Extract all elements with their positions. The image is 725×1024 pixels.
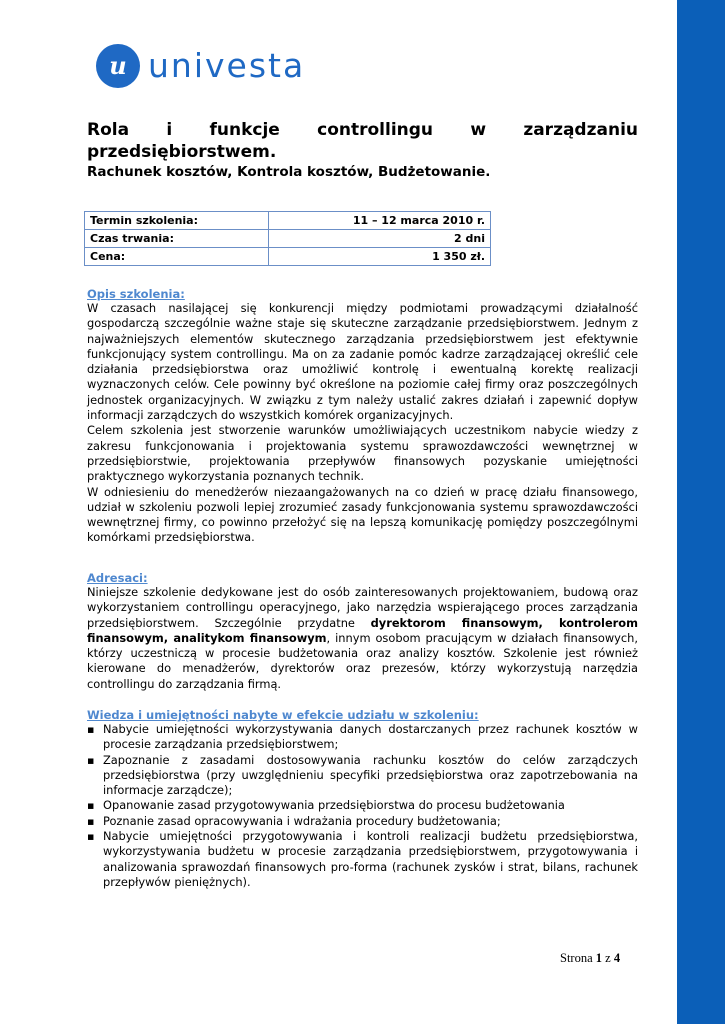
logo-wordmark: univesta [148,46,306,85]
page-number [560,951,620,966]
section-heading-opis: Opis szkolenia: [87,287,185,301]
info-label-czas: Czas trwania: [85,230,269,248]
table-row [85,230,491,248]
paragraph: W czasach nasilającej się konkurencji między podmiotami prowadzącymi działalność gospodarczą szczególnie ważne staje się skuteczne zarządzanie przedsiębiorstwem. Jednym z najważniejszych elementów skutecznego zarządzania przedsiębiorstwem jest efektywnie funkcjonujący system controllingu. Ma on za zadanie pomóc kadrze zarządzającej określić cele działania przedsiębiorstwa oraz umożliwić kontrolę i ewentualną korektę realizacji wyznaczonych celów. Cele powinny być określone na poziomie całej firmy oraz poszczególnych jednostek organizacyjnych. W związku z tym należy ustalić zakres działań i zapewnić dopływ informacji zarządczych do wszystkich komórek organizacyjnych. [87,301,638,423]
document-subtitle: Rachunek kosztów, Kontrola kosztów, Budżetowanie. [87,164,491,180]
document-title-line1: Rola i funkcje controllingu w zarządzaniu [87,120,638,140]
section-heading-wiedza: Wiedza i umiejętności nabyte w efekcie udziału w szkoleniu: [87,708,479,722]
info-label-cena: Cena: [85,248,269,266]
list-item: ▪ Opanowanie zasad przygotowywania przedsiębiorstwa do procesu budżetowania [87,798,638,813]
adresaci-text-1: Niniejsze szkolenie dedykowane jest do osób zainteresowanych projektowaniem, budową oraz wykorzystaniem controllingu operacyjnego, jako narzędzia wspierającego proces zarządzania przedsiębiorstwem. Szczególnie przydatne [87,585,638,630]
info-value-cena: 1 350 zł. [269,248,491,266]
section-heading-adresaci: Adresaci: [87,571,148,585]
page-total: 4 [613,951,621,965]
paragraph: W odniesieniu do menedżerów niezaangażowanych na co dzień w pracę działu finansowego, udział w szkoleniu pozwoli lepiej zrozumieć zasady funkcjonowania systemu sprawozdawczości wewnętrznej firmy, co powinno przełożyć się na lepszą komunikację pomiędzy poszczególnymi komórkami przedsiębiorstwa. [87,484,638,545]
table-row [85,248,491,266]
document-title-line2: przedsiębiorstwem. [87,142,277,162]
page-current: 1 [595,951,603,965]
page-label: Strona [560,951,593,965]
logo-monogram: u [96,44,140,88]
list-item: ▪ Poznanie zasad opracowywania i wdrażania procedury budżetowania; [87,814,638,829]
section-body-adresaci [87,585,638,692]
info-value-termin: 11 – 12 marca 2010 r. [269,212,491,230]
info-value-czas: 2 dni [269,230,491,248]
adresaci-text-2: , innym osobom pracującym w działach finansowych, którzy uczestniczą w procesie budżetowania oraz analizy kosztów. Szkolenie jest również kierowane do menadżerów, dyrektorów oraz prezesów, którzy wykorzystują narzędzia controllingu do zarządzania firmą. [87,630,638,691]
company-logo [96,44,326,92]
decorative-sidebar [677,0,725,1024]
info-table [84,211,491,266]
paragraph [87,585,638,692]
list-item: ▪ Zapoznanie z zasadami dostosowywania rachunku kosztów do celów zarządczych przedsiębiorstwa (przy uwzględnieniu specyfiki przedsiębiorstwa oraz zapotrzebowania na informacje zarządcze); [87,753,638,799]
info-label-termin: Termin szkolenia: [85,212,269,230]
page-separator: z [605,951,611,965]
list-item: ▪ Nabycie umiejętności przygotowywania i kontroli realizacji budżetu przedsiębiorstwa, wykorzystywania budżetu w procesie zarządzania przedsiębiorstwem, przygotowywania i analizowania sprawozdań finansowych pro-forma (rachunek zysków i strat, bilans, rachunek przepływów pieniężnych). [87,829,638,890]
paragraph: Celem szkolenia jest stworzenie warunków umożliwiających uczestnikom nabycie wiedzy z zakresu funkcjonowania i projektowania systemu sprawozdawczości wewnętrznej w przedsiębiorstwie, projektowania przepływów finansowych pozyskanie umiejętności praktycznego wykorzystania poznanych technik. [87,423,638,484]
adresaci-bold-text: dyrektorom finansowym, kontrolerom finansowym, analitykom finansowym [87,615,638,645]
wiedza-list [87,722,638,890]
list-item: ▪ Nabycie umiejętności wykorzystywania danych dostarczanych przez rachunek kosztów w procesie zarządzania przedsiębiorstwem; [87,722,638,753]
table-row [85,212,491,230]
section-body-opis [87,301,638,546]
